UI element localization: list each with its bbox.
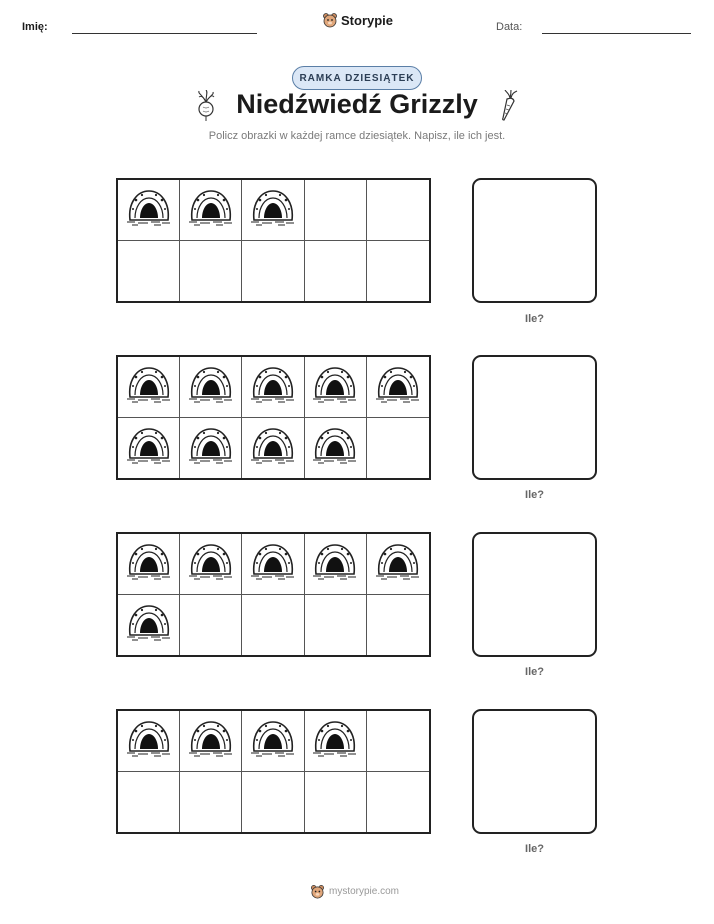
cave-icon (126, 541, 172, 586)
frame-cell (242, 357, 304, 418)
frame-cell (180, 711, 242, 772)
name-field[interactable] (72, 33, 257, 34)
page-title: Niedźwiedź Grizzly (236, 89, 478, 119)
frame-cell (305, 241, 367, 302)
frame-cell (118, 711, 180, 772)
frame-cell (367, 180, 429, 241)
frame-cell (242, 534, 304, 595)
footer (310, 884, 399, 899)
answer-box[interactable] (472, 178, 597, 303)
cave-icon (375, 364, 421, 409)
count-question: Ile? (525, 313, 544, 325)
ten-frame (116, 178, 431, 303)
cave-icon (312, 541, 358, 586)
count-question: Ile? (525, 843, 544, 855)
answer-box[interactable] (472, 355, 597, 480)
count-question: Ile? (525, 489, 544, 501)
cave-icon (250, 718, 296, 763)
brand-logo (322, 12, 393, 28)
frame-cell (367, 534, 429, 595)
frame-cell (180, 357, 242, 418)
cave-icon (250, 425, 296, 470)
frame-cell (118, 241, 180, 302)
brand-name: Storypie (341, 12, 394, 28)
frame-cell (180, 534, 242, 595)
frame-cell (305, 180, 367, 241)
cave-icon (188, 425, 234, 470)
frame-cell (118, 418, 180, 479)
frame-cell (367, 711, 429, 772)
frame-cell (367, 357, 429, 418)
frame-cell (118, 534, 180, 595)
frame-cell (367, 772, 429, 833)
frame-cell (180, 772, 242, 833)
cave-icon (188, 541, 234, 586)
ten-frame (116, 355, 431, 480)
cave-icon (312, 718, 358, 763)
instructions: Policz obrazki w każdej ramce dziesiątek. Napisz, ile ich jest. (208, 130, 506, 142)
frame-cell (118, 180, 180, 241)
frame-cell (242, 772, 304, 833)
cave-icon (126, 364, 172, 409)
count-question: Ile? (525, 666, 544, 678)
worksheet-type-badge: RAMKA DZIESIĄTEK (292, 66, 422, 90)
frame-cell (305, 772, 367, 833)
frame-cell (118, 595, 180, 656)
frame-cell (180, 241, 242, 302)
frame-cell (180, 595, 242, 656)
frame-cell (305, 595, 367, 656)
frame-cell (242, 180, 304, 241)
cave-icon (188, 718, 234, 763)
footer-url[interactable]: mystorypie.com (329, 886, 400, 897)
frame-cell (118, 357, 180, 418)
cave-icon (250, 364, 296, 409)
frame-cell (242, 241, 304, 302)
cave-icon (375, 541, 421, 586)
frame-cell (367, 418, 429, 479)
cave-icon (250, 541, 296, 586)
ten-frame (116, 532, 431, 657)
cave-icon (250, 187, 296, 232)
frame-cell (242, 711, 304, 772)
ten-frame (116, 709, 431, 834)
carrot-icon (496, 90, 520, 122)
frame-cell (242, 595, 304, 656)
answer-box[interactable] (472, 709, 597, 834)
bear-logo-icon (310, 884, 325, 899)
frame-cell (305, 534, 367, 595)
frame-cell (305, 711, 367, 772)
cave-icon (312, 425, 358, 470)
cave-icon (126, 425, 172, 470)
cave-icon (188, 187, 234, 232)
answer-box[interactable] (472, 532, 597, 657)
frame-cell (242, 418, 304, 479)
cave-icon (312, 364, 358, 409)
frame-cell (367, 595, 429, 656)
frame-cell (180, 418, 242, 479)
bear-logo-icon (322, 12, 338, 28)
cave-icon (188, 364, 234, 409)
frame-cell (118, 772, 180, 833)
frame-cell (367, 241, 429, 302)
cave-icon (126, 718, 172, 763)
name-label: Imię: (22, 21, 48, 33)
frame-cell (305, 418, 367, 479)
frame-cell (180, 180, 242, 241)
date-label: Data: (496, 21, 523, 33)
date-field[interactable] (542, 33, 691, 34)
cave-icon (126, 602, 172, 647)
cave-icon (126, 187, 172, 232)
frame-cell (305, 357, 367, 418)
